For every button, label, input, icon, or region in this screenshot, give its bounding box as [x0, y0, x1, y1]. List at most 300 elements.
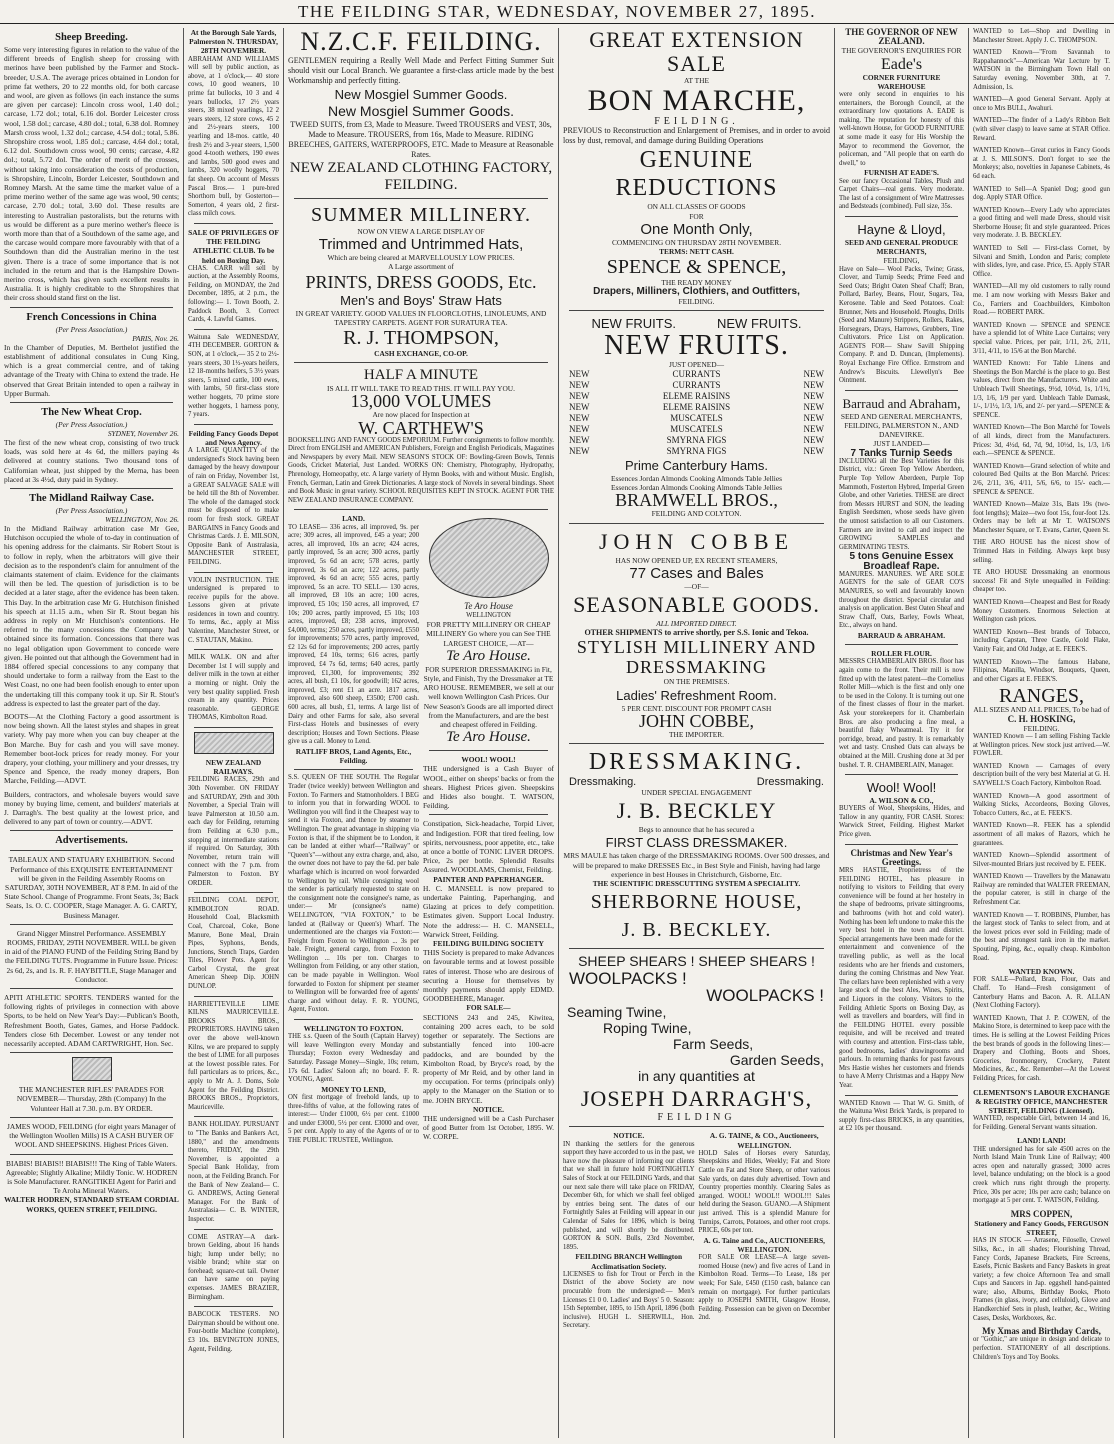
ready-money: THE READY MONEY	[661, 278, 732, 288]
john-cobbe-2: JOHN COBBE,	[638, 710, 754, 731]
column-4	[559, 28, 834, 1438]
divider	[569, 948, 824, 949]
land-land-heading: LAND! LAND!	[1017, 1136, 1066, 1146]
acclimatisation-heading: FEILDING BRANCH Wellington Acclimatisation Society.	[575, 1252, 683, 1271]
corner-furniture: CORNER FURNITURE WAREHOUSE	[862, 72, 941, 91]
divider	[845, 774, 958, 775]
advt-salvage-sale: A LARGE QUANTITY of the undersigned's Stock having been damaged by the heavy downpour of rain on Friday, November 1st, a GREAT SALVAGE SALE will be held till the 8th of November. The whole of the damaged stock must be disposed of to make room for fresh stock. GREAT BARGAINS in Fancy Goods and Christmas Cards. J. E. MILSON, Opposite Bank of Australasia, MANCHESTER STREET, FEILDING.	[188, 447, 280, 566]
divider	[845, 644, 958, 645]
wanted-22: WANTED Known—A good assortment of Walking Sticks, Accordeons, Boxing Gloves, Tobacco Cutters, &c., at E. FEEK'S.	[973, 792, 1110, 817]
nzcf-title: N.Z.C.F. FEILDING.	[300, 28, 542, 56]
te-aro-caption-2: WELLINGTON	[466, 611, 511, 619]
fruit-name: SMYRNA FIGS	[666, 446, 727, 457]
article-midland-railway: In the Midland Railway arbitration case Mr Gee, Hutchison occupied the whole of to-day in continuation of his opening address for the claimants. Sir Robert Stout is to follow in reply, when the arbitrators will give their decision as to the respondent's claim for annulment of the claimants statement of claim. Evidence for the claimants will then be led. The question of jurisdiction is to be decided at a later stage, after the evidence has been taken. This Day. In the arbitration case Mr G. Hutchison finished his speech at 11.15 a.m., when Sir R. Stout began his address in reply on Mr Hutchison's contentions. He referred to the many concessions the Company had obtained since its formation. Concessions that there was no legal obligation upon Government to concede were given. He pointed out that although the Government had in 1884 offered special concessions to any company that should undertake to form a railway from the East to the West Coast, no one had been foolish enough to enter upon the undertaking till this company took it up. Sir R. Stout's address is expected to last the greater part of the day.	[4, 523, 179, 708]
advt-apiti-sports: APITI ATHLETIC SPORTS. TENDERS wanted for the following rights of privileges in connection with above Sports, to be held on New Year's Day:—Publican's Booth, Refreshment Booth, Gates, Games, and Horse Paddock. Tenders close 6th December. Lowest or any tender not necessarily accepted. ADAM CARTWRIGHT, Hon. Sec.	[4, 993, 179, 1049]
commencing: COMMENCING ON THURSDAY 28TH NOVEMBER.	[611, 237, 782, 247]
advt-tableaux: TABLEAUX AND STATUARY EXHIBITION. Second Performance of this EXQUISITE ENTERTAINMENT will be given in the Feilding Assembly Rooms on SATURDAY, 30TH NOVEMBER, AT 8 P.M. In aid of the State School. Change of Programme. Front Seats, 3s; Back Seats, 1s. O. C. COOPER, Stage Manager. A. G. CARTY, Business Manager.	[4, 855, 179, 920]
wool-text: THE undersigned is a Cash Buyer of WOOL, either on sheeps' backs or from the shears. Highest Prices given. Sheepskins and Hides also bought. T. WATSON, Feilding.	[423, 764, 554, 811]
taine-text: HOLD Sales of Horses every Saturday, Sheepskins and Hides, Weekly; Fat and Store Cattle on Fat and Store Sheep, or other various Sale yards, on dates duly advertised. Town and Country properties monthly. Clearing Sales as arranged. WOOL! WOOL!! WOOL!!! Sales held during the Season. GUANO.—A Shipment just arrived. This is a splendid Manure for Turnips, Carrots, Potatoes, and other root crops. PRICE, 60s per ton.	[698, 1149, 830, 1235]
joseph-darragh: JOSEPH DARRAGH'S,	[580, 1086, 813, 1112]
wanted-6: WANTED to Sell—A Spaniel Dog; good gun dog. Apply STAR Office.	[973, 185, 1110, 202]
heading-wheat-crop: The New Wheat Crop.	[41, 406, 142, 418]
divider	[845, 390, 958, 391]
column-3	[284, 28, 558, 1438]
wanted-known-heading: WANTED KNOWN.	[1008, 967, 1075, 977]
fruit-row	[563, 369, 830, 380]
divider	[569, 523, 824, 524]
fruit-name: ELEME RAISINS	[662, 391, 731, 402]
fruit-row	[563, 402, 830, 413]
nzcf-text: GENTLEMEN requiring a Really Well Made and Perfect Fitting Summer Suit should visit our Local Branch. We guarantee a first-class article made by the best Workmanship and perfectly fitting.	[288, 56, 554, 85]
taine-heading: A. G. TAINE, & CO., Auctioneers, WELLINGTON.	[709, 1131, 819, 1150]
hosking: C. H. HOSKING,	[1007, 713, 1076, 724]
great-extension-sale: GREAT EXTENSION SALE	[589, 28, 804, 76]
bramwell-bros: BRAMWELL BROS.,	[615, 490, 778, 511]
woolpacks-2: WOOLPACKS !	[706, 986, 824, 1006]
fruit-row	[563, 391, 830, 402]
land-land-text: THE undersigned has for sale 4500 acres on the North Island Main Trunk Line of Railway; 400 acres open and naturally grassed; 3000 acres level, balance undulating; on the block is a good creek which runs right through the property. Price, 30s per acre; 10s per acre cash; balance on mortgage at 5 per cent. T. WATSON, Feilding.	[973, 1145, 1110, 1205]
barraud-abraham: Barraud and Abraham,	[842, 395, 961, 411]
feilding-hotel-text: MRS HASTIE, Proprietress of the FEILDING HOTEL, has pleasure in notifying to visitors to Feilding that every convenience will be found at her hostelry in the shape of bedrooms, private sittingrooms, and bathrooms (with hot and cold water). Nothing has been left undone to make this the very best hotel in the town and district. Special arrangements have been made for the entertainment and convenience of the travelling public, as well as the local residents who are her friends and customers, during the coming Christmas and New Year. The cellars have been replenished with a very large stock of the best Ales, Wines, Spirits, and Liquors in the colony. Visitors to the Feilding Athletic Sports on Boxing Day, as well as travellers and boarders, will find in the FEILDING HOTEL every possible requisite, and will be received and treated with courtesy and attention. First-class table, good bedrooms, ladies' drawingrooms and parlours. In returning thanks for past favours Mrs Hastie wishes her customers and friends to have A Merry Christmas and a Happy New Year.	[839, 867, 964, 1089]
wanted-2: WANTED Known—"From Savannah to Rappahannock"—American War Lecture by T. WATSON in the Birmingham Town Hall on Saturday evening, November 30th, at 7. Admission, 1s.	[973, 49, 1110, 91]
fruit-row	[563, 380, 830, 391]
wanted-18: WANTED Known—Best brands of Tobacco, including Capstan, Three Castle, Gold Flake, Vanity Fair, and Old Judge, at E. FEEK'S.	[973, 628, 1110, 653]
canterbury-hams: Prime Canterbury Hams.	[624, 458, 769, 474]
dressmaking-right: Dressmaking.	[756, 776, 824, 789]
advt-builders: Builders, contractors, and wholesale buyers would save money by buying lime, cement, and builders' materials at J. Darragh's. The best quality at the lowest price, and delivered to any part of town or country.—ADVT.	[4, 789, 179, 827]
garden-seeds: Garden Seeds,	[729, 1052, 824, 1069]
ladies-refreshment: Ladies' Refreshment Room.	[616, 687, 777, 703]
xmas-greetings: Christmas and New Year's Greetings.	[850, 847, 953, 867]
land-heading: LAND.	[342, 514, 365, 524]
clementson-text: WANTED, respectable Girl, between 14 and 16, for Feilding. General Servant wants situation.	[973, 1115, 1110, 1131]
one-month-only: One Month Only,	[640, 220, 753, 238]
fruit-new-label: NEW	[569, 413, 590, 424]
straw-text: IN GREAT VARIETY. GOOD VALUES IN FLOORCLOTHS, LINOLEUMS, AND TAPESTRY CARPETS. AGENT FOR SURATURA TEA.	[295, 308, 547, 327]
mrs-coppen: MRS COPPEN,	[1010, 1208, 1073, 1219]
governor-heading: THE GOVERNOR OF NEW ZEALAND.	[845, 28, 958, 47]
fruit-name: MUSCATELS	[670, 424, 723, 435]
jb-beckley: J. B. BECKLEY	[616, 798, 777, 824]
fruit-new-label: NEW	[569, 424, 590, 435]
wanted-15: THE ARO HOUSE has the nicest show of Trimmed Hats in Feilding. Always kept busy selling.	[973, 539, 1110, 564]
te-aro-house-2: Te Aro House.	[446, 729, 531, 746]
farm-seeds: Farm Seeds,	[673, 1036, 754, 1053]
fruit-new-label: NEW	[569, 446, 590, 457]
article-wheat-crop: The first of the new wheat crop, consisting of two truck loads, was sold here at 4s 6d, the millers paying 4s delivered at country stations. Two thousand tons of Californian wheat, just shipped by the Merna, has been placed at 3s 4½d, duty paid in Sydney.	[4, 437, 179, 484]
building-society-text: THIS Society is prepared to make Advances on favourable terms and at lowest possible rates of interest. Those who are desirous of securing a House for themselves by monthly payments should apply EDMD. GOODBEHERE, Manager.	[423, 948, 554, 1004]
begs: Begs to announce that he has secured a	[638, 825, 755, 835]
land-text: TO LEASE— 336 acres, all improved, 9s. per acre; 309 acres, all improved, £45 a year; 200 acres, all improved, 10s an acre; 424 acres, partly improved, 5s an acre; 300 acres, partly improved, 5s 6d an acre; 578 acres, partly improved, 3s 6d an acre; 122 acres, partly improved, 4s 6d an acre; 555 acres, partly improved, 5s an acre. TO SELL— 130 acres, all improved, £8 10s an acre; 100 acres, improved, £5 10s; 150 acres, all improved, £7 10s; 200 acres, partly improved, £5 10s; 103 acres, improved, £8; 238 acres, improved, £4,000, terms; 250 acres, partly improved, £550 for improvements; 570 acres, partly improved, £2 12s 6d for improvements; 200 acres, partly improved, £4 10s, terms; 616 acres, partly improved, £4 7s 6d, terms; 640 acres, partly improved, £1,300, for improvements; 392 acres, all bush, £1 10s, for goodwill; 162 acres, improved, £3; rent £1 an acre. 1817 acres, improved, also 600 sheep, £3500; £700 cash. 600 acres, all bush, £1, terms. A large list of Dairy and other Farms for sale, also several First-class Hotels and businesses of every description; Houses and Town Sections. Please give us a call. Money to Lend.	[288, 523, 419, 746]
cobbe-sub: HAS NOW OPENED UP, EX RECENT STEAMERS,	[615, 555, 778, 565]
dressmaking-text: FOR SUPERIOR DRESSMAKING in Fit, Style, and Finish, Try the Dressmaker at TE ARO HOUSE. REMEMBER, we sell at our well known Wellington Cash Prices. Our New Season's Goods are all imported direct from the Manufacturers, and are the best and cheapest offered in Feilding.	[423, 664, 554, 729]
half-text: IS ALL IT WILL TAKE TO READ THIS. IT WILL PAY YOU.	[327, 384, 515, 394]
for-sale-heading: FOR SALE—	[466, 1003, 511, 1013]
advt-violin: VIOLIN INSTRUCTION. THE undersigned is prepared to receive pupils for the above. Lessons given at private residences in town and country. To terms, &c., apply at Miss Valentine, Manchester Street, or C. STAUTAN, Makino.	[188, 576, 279, 644]
thompson-name: R. J. THOMPSON,	[343, 327, 499, 350]
special-engagement: UNDER SPECIAL ENGAGEMENT	[641, 788, 752, 798]
wanted-8: WANTED to Sell — First-class Cornet, by Silvani and Smith, London and Paris; complete with slides, lyre, and case. Price, £5. Apply STAR Office.	[973, 245, 1110, 278]
fruit-list	[563, 369, 830, 457]
wanted-21: WANTED Known — Carnages of every description built of the very best Material at G. H. SAYWELL'S Coach Factory, Kimbolton Road.	[973, 762, 1110, 787]
fruit-new-label: NEW	[803, 391, 824, 402]
trimmed-text: Which are being cleared at MARVELLOUSLY LOW PRICES.	[327, 253, 515, 263]
wilson-name: A. WILSON & CO.,	[869, 796, 934, 806]
bon-marche: BON MARCHE,	[587, 84, 806, 118]
advt-hodren: WALTER HODREN, STANDARD STEAM CORDIAL WORKS, QUEEN STREET, FEILDING.	[4, 1195, 179, 1214]
divider	[10, 402, 173, 403]
fruit-new-label: NEW	[803, 435, 824, 446]
heading-nz-railways: NEW ZEALAND RAILWAYS.	[205, 758, 262, 777]
column-2	[184, 28, 283, 1438]
roller-flour-text: MESSRS CHAMBERLAIN BROS. floor has again come to the front. Their mill is now fitted up with the latest patent—the Cornelius Roller Mill—which is the first and only one to be used in the Colony. It is turning out one of the finest classes of flour in the market. Ask your storekeepers for it. Chamberlain Bros. are also producing a fine meal, a beautiful flaky Wheatmeal. Try it for porridge, bread, and pastry. It is remarkably wet and tasty. Crushed Oats can always be obtained at the Mill. Crushing done at 3d per bushel. T. R. CHAMBERLAIN, Manager.	[839, 658, 964, 769]
dateline: PARIS, Nov. 26.	[132, 333, 179, 343]
wanted-5: WANTED Known—Great curios in Fancy Goods at J. S. MILSON'S. Don't forget to see the Monkeys; also, novelties in Japanese Cabinets, 4s 6d each.	[973, 147, 1110, 180]
divider	[294, 198, 548, 199]
ss-queen-text: S.S. QUEEN OF THE SOUTH. The Regular Trader (twice weekly) between Wellington and Foxton. To Farmers and Statnonholders. I BEG to inform you that in forwarding WOOL to Wellington you will find it the Cheapest way to send it via Foxton, and thence by steamer to Wellington. The great advantage in shipping via Foxton is that, if the shipment be to London, it can be landed at either wharf—"Railway" or "Queen's"—without any extra charge, and, also, the owner does not have to pay the 6d. per bale wharfage which is incurred on wool forwarded to Wellington by rail. While consigning wool the sender is particularly requested to state on the consignment note the consignee's name, as under:— Mr (consignee's name) WELLINGTON, "VIA FOXTON," to be landed at (Railway or Queen's) Wharf. The undermentioned are the charges via Foxton:— Freight from Foxton to Wellington ... 3s per bale. Freight, general cargo, from Foxton to Wellington ... 10s per ton. Charges to Wellington from Feilding, or any other station, can be made payable in Wellington. Wool forwarded to Foxton for shipment per steamer to Wellington will be forwarded free of agents' charge and without delay. F. R. YOUNG, Agent, Foxton.	[288, 774, 419, 1014]
eades: Eade's	[880, 55, 923, 73]
fruit-name: MUSCATELS	[670, 413, 723, 424]
ranges-sub: ALL SIZES AND ALL PRICES, To be had of	[973, 705, 1110, 715]
dressmaking-heading: DRESSMAKING.	[588, 749, 805, 776]
carthew-name: W. CARTHEW'S	[358, 417, 484, 438]
divider	[194, 996, 273, 997]
wanted-7: WANTED Known—Every Lady who appreciates a good fitting and well made Dress, should visit Sherborne House; fit and style guaranteed. Prices very moderate. J. B. BECKLEY.	[973, 206, 1110, 240]
taine-heading-2: A. G. Taine and Co., AUCTIONEERS, WELLINGTON.	[703, 1235, 826, 1255]
divider	[569, 743, 824, 744]
divider	[194, 1116, 273, 1117]
barraud-abraham-2: BARRAUD & ABRAHAM.	[857, 630, 946, 640]
summer-text: NOW ON VIEW A LARGE DISPLAY OF	[357, 227, 485, 236]
ranges: RANGES,	[998, 685, 1084, 708]
ratliff-bros: RATLIFF BROS, Land Agents, Etc., Feilding.	[295, 747, 412, 766]
all-imported: ALL IMPORTED DIRECT.	[656, 619, 737, 629]
wanted-24: WANTED Known—Splendid assortment of Silver-mounted Briars just received by E. FEEK.	[973, 852, 1110, 868]
divider	[10, 307, 173, 308]
roping-twine: Roping Twine,	[603, 1020, 692, 1037]
sheep-shears: SHEEP SHEARS ! SHEEP SHEARS !	[578, 953, 815, 970]
advt-minstrel: Grand Nigger Minstrel Performance. ASSEMBLY ROOMS, FRIDAY, 29TH NOVEMBER. WILL be given in aid of the PIANO FUND of the Feilding String Band by the FEILDING TUTS. Programme in Future Issue. Prices: 2s 6d, 2s, and 1s. R. F. HAYBITTLE, Stage Manager and Conductor.	[4, 928, 179, 984]
wanted-1: WANTED to Let—Shop and Dwelling in Manchester Street. Apply J. C. THOMPSON.	[973, 28, 1110, 44]
cases-bales: 77 Cases and Bales	[629, 564, 764, 582]
just-opened: JUST OPENED—	[668, 359, 725, 369]
masthead	[0, 0, 1114, 24]
advt-rifles: THE MANCHESTER RIFLES' PARADES FOR NOVEMBER— Thursday, 28th (Company) In the Volunteer Hall at 7.30. p.m. BY ORDER.	[16, 1085, 167, 1113]
summer-millinery: SUMMER MILLINERY.	[311, 204, 531, 226]
seaming-twine: Seaming Twine,	[567, 1004, 667, 1021]
wanted-20: WANTED Known — I am selling Fishing Tackle at Wellington prices. New stock just arrived.—W. FOWLER.	[973, 732, 1110, 758]
byline: (Per Press Association.)	[55, 419, 128, 429]
fruit-name: SMYRNA FIGS	[666, 435, 727, 446]
locomotive-image	[194, 732, 274, 754]
divider	[10, 850, 173, 851]
feilding-label: FEILDING.	[654, 116, 739, 128]
straw-hats: Men's and Boys' Straw Hats	[340, 292, 502, 308]
brick-yards-text: WANTED Known — That W. G. Smith, of the Waituna West Brick Yards, is prepared to supply first-class BRICKS, in any quantities, at £2 10s per thousand.	[839, 1099, 964, 1133]
for-sale-allan: FOR SALE—Pollard, Bran, Flour, Oats and Chaff. To Hand—Fresh consignment of Canterbury Hams and Bacon. A. R. ALLAN (Next Clothing Factory).	[973, 976, 1110, 1010]
new-fruits-left: NEW FRUITS.	[591, 315, 676, 331]
half-minute: HALF A MINUTE	[363, 367, 479, 384]
building-society-heading: FEILDING BUILDING SOCIETY	[433, 939, 544, 949]
fruit-new-label: NEW	[569, 391, 590, 402]
divider	[845, 216, 958, 217]
divider	[569, 310, 824, 311]
advt-chas-carr: CHAS. CARR will sell by auction, at the Assembly Rooms, Feilding, on MONDAY, the 2nd December, 1895, at 2 p.m., the following:— 1. Town Booth, 2. Paddock Booth, 3. Correct Cards, 4. Lawful Games.	[188, 264, 279, 324]
genuine-reductions: GENUINE REDUCTIONS	[615, 147, 778, 202]
john-cobbe: JOHN COBBE	[598, 528, 795, 554]
trimmed-hats: Trimmed and Untrimmed Hats,	[318, 236, 524, 254]
furnish-at-eades: FURNISH AT EADE'S.	[864, 168, 939, 178]
advt-bank-holiday: BANK HOLIDAY. PURSUANT to "The Banks and Bankers Act, 1880," and the amendments thereto, FRIDAY, the 29th November, is appointed a Special Bank Holiday, from noon, at the Feilding Branch. For the Bank of New Zealand— C. G. ANDREWS, Acting General Manager. For the Bank of Australasia— C. B. WINTER, Inspector.	[188, 1121, 279, 1223]
jb-beckley-2: J. B. BECKLEY.	[621, 919, 772, 942]
divider	[10, 924, 173, 925]
spence-spence: SPENCE & SPENCE,	[606, 256, 787, 279]
heading-advertisements: Advertisements.	[55, 835, 128, 847]
divider	[10, 988, 173, 989]
other-shipments: OTHER SHIPMENTS to arrive shortly, per S.S. Ionic and Tekoa.	[584, 628, 809, 638]
for-label: FOR	[689, 211, 704, 221]
volumes-text: Are now placed for Inspection at	[372, 410, 470, 420]
wanted-12: WANTED Known—The Bon Marché for Towels of all kinds, direct from the Manufacturers. Prices: 3d, 4½d, 6d, 7d, 9d, 10½d, 1s, 1/3, 1/6 each.—SPENCE & SPENCE.	[973, 424, 1110, 458]
scientific: THE SCIENTIFIC DRESSCUTTING SYSTEM A SPECIALITY.	[592, 879, 801, 889]
divider	[294, 769, 413, 770]
sherborne-house: SHERBORNE HOUSE,	[590, 891, 803, 914]
divider	[845, 844, 958, 845]
on-premises: ON THE PREMISES.	[663, 677, 730, 687]
heading-midland-railway: The Midland Railway Case.	[29, 492, 154, 504]
volumes: 13,000 VOLUMES	[350, 391, 492, 412]
advt-abraham-williams: ABRAHAM AND WILLIAMS will sell by public auction, as above, at 1 o'clock,— 40 store cows, 10 good weaners, 10 prime fat bullocks, 10 3 and 4 years bullocks, 17 2½ years steers, 38 mixed yearlings, 12 2 years steers, 12 store cows, 45 2 and 2½-years steers, 100 yearling and 18-mos. cattle, 40 fresh 2½ and 3-year steers, 1,500 good 4-tooth wethers, 190 ewes and lambs, 500 good ewes and lambs, 320 woolly hoggets, 70 fat sheep. On account of Messrs Pascal Bros.— 1 pure-bred Shorthorn bull, by Gosterton—Somerton, 4 years old, 2 first-class milch cows.	[188, 55, 279, 218]
divider	[194, 892, 273, 893]
divider	[194, 1229, 273, 1230]
wool-heading: WOOL! WOOL!	[461, 755, 516, 765]
divider	[194, 424, 273, 425]
divider	[429, 750, 548, 751]
pretty-millinery: FOR PRETTY MILLINERY OR CHEAP MILLINERY Go where you can See THE LARGEST CHOICE, —AT—	[426, 620, 551, 648]
fruit-name: ELEME RAISINS	[662, 402, 731, 413]
coppen-sub: Stationery and Fancy Goods, FERGUSON STREET,	[974, 1218, 1109, 1238]
money-heading: MONEY TO LEND,	[321, 1084, 386, 1094]
advt-come-astray: COME ASTRAY—A dark-brown Gelding, about 16 hands high; lump under belly; no visible brand; white star on forehead; square-cut tail. Owner can have same on paying expenses. JAMES BRAZIER, Birmingham.	[188, 1233, 279, 1301]
wanted-13: WANTED Known—Grand selection of white and coloured Bed Quilts at the Bon Marché. Prices: 2/6, 2/11, 3/6, 4/11, 5/6, 6/6, to 15/- each.—SPENCE & SPENCE.	[973, 462, 1110, 496]
wanted-25: WANTED Known — Travellers by the Manawatu Railway are reminded that WALTER FREEMAN, the popular caterer, is still in charge of the Refreshment Car.	[973, 873, 1110, 907]
dressmaking-left: Dressmaking.	[569, 776, 637, 789]
fruit-new-label: NEW	[803, 380, 824, 391]
article-sheep-breeding: Some very interesting figures in relation to the value of the different breeds of English sheep for crossing with merinos have been published by the Farmer and Stock-breeder, U.S.A. The average prices obtained in London for prime fat wethers, 20 to 22 months old, for both carcase and wool, are given as follows (in each instance the sums are given per carcase): Lincoln cross wool, 1.40 dol.; carcase, 1.72 dol.; total, 6.16 dol. Border Leicester cross wool, 1.58 dol.; carcase, 4.80 dol.; total, 6.38 dol. Romney Marsh cross wool, 1.32 dol.; carcase, 4.54 dol.; total, 5.86. Shropshire cross wool, 1.85 dol.; carcase, 4.64 dol.; total, 6.12 dol. Southdown cross wool, 90 cents; carcase, 4.82 dol.; total, 5.72 dol. The order of merit of the crosses, without taking into consideration the costs of production, is Shropshire, Lincoln, Border Leicester, Southdown and Romney Marsh. At the same time the market value of a prime merino wether of the same age was wool, 90 cents; carcase, 2.70 dol.; total, 3.60 dol. These results are interesting to Australian pastoralists, but the returns with us would be different as a pure merino wether's fleece is worth more than that of a Southdown of the same age, and the carcase would compare more favourably with that of a Southdown than did the Australian merino in the test given. There is a trace of some importance that is not included in the return and that is the Hampshire Down-merino cross, which has given such excellent results in Australia. It is highly creditable to the Shropshires that their cross should stand first on the list.	[4, 45, 179, 303]
roller-flour-heading: ROLLER FLOUR.	[871, 649, 932, 659]
mosgiel-heading-2: New Mosgiel Summer Goods.	[328, 103, 514, 119]
of-label: —OF—	[684, 581, 709, 591]
divider	[10, 1117, 173, 1118]
wanted-4: WANTED—The finder of a Lady's Ribbon Belt (with silver clasp) to leave same at STAR Office. Reward.	[973, 117, 1110, 142]
divider	[194, 223, 273, 224]
essex-rape: 5 tons Genuine Essex Broadleaf Rape.	[849, 551, 954, 572]
taine-text-2: FOR SALE OR LEASE—A large seven-roomed House (new) and five acres of Land in Kimbolton Road. Terms—To Lease, 18s per week; For Sale, £450 (£150 cash, balance can remain on mortgage). For further particulars apply to JOSEPH SMITH, Glasgow House, Feilding. Possession can be given on December 2nd.	[698, 1254, 830, 1322]
advt-milk-walk: MILK WALK. ON and after December 1st I will supply and deliver milk in the town at either a morning or night. Only the very best quality supplied. Fresh cream in any quantity. Prices reasonable. GEORGE THOMAS, Kimbolton Road.	[188, 654, 279, 722]
divider	[194, 727, 273, 728]
advt-lime-kilns: HARRIETTEVILLE LIME KILNS MAURICEVILLE. BROOKS BROS., PROPRIETORS. HAVING taken over the above well-known Kilns, we are prepared to supply the best of LIME for all purposes at the lowest possible rates. For full particulars as to prices, &c., apply to Mr A. J. Doms, Sole Agent for the Feilding District. BROOKS BROS., Proprietors, Mauriceville.	[188, 1000, 279, 1111]
advt-james-wood: JAMES WOOD, FEILDING (for eight years Manager of the Wellington Woollen Mills) IS A CASH BUYER OF WOOL AND SHEEPSKINS. Highest Prices Given.	[7, 1121, 176, 1150]
fruit-row	[563, 413, 830, 424]
first-class-dressmaker: FIRST CLASS DRESSMAKER.	[605, 835, 788, 851]
fruit-new-label: NEW	[803, 402, 824, 413]
divider	[194, 1306, 273, 1307]
advt-sale-yards: At the Borough Sale Yards, Palmerston N. THURSDAY, 28TH NOVEMBER.	[189, 28, 278, 56]
xmas-cards-text: or "Gothic," are unique in design and delicate to perfection. STATIONERY of all descriptions. Children's Toys and Toy Books.	[973, 1336, 1110, 1361]
hayne-lloyd: Hayne & Lloyd,	[857, 221, 946, 237]
nzcf-sign: NEW ZEALAND CLOTHING FACTORY, FEILDING.	[289, 160, 553, 193]
fruit-row	[563, 424, 830, 435]
divider	[294, 1019, 413, 1020]
advt-babcock: BABCOCK TESTERS. NO Dairyman should be without one. Four-bottle Machine (complete), £3 10s. BEVINGTON JONES, Agent, Feilding.	[188, 1311, 279, 1353]
feilding-label: FEILDING,	[883, 256, 920, 266]
wool-wool: Wool! Wool!	[866, 780, 937, 796]
mosgiel-heading: New Mosgiel Summer Goods.	[334, 87, 508, 102]
wanted-27: WANTED Known, That J. P. COWEN, of the Makino Store, is determined to keep pace with the times. He is selling at the Lowest Feilding Prices the best brands of goods in the following lines:—Drapery and Clothing, Boots and Shoes, Groceries, Ironmongery, Crockery, Patent Medicines, &c., &c. Remember—At the Lowest Feilding Prices, for cash.	[973, 1014, 1110, 1082]
prints-intro: A Large assortment of	[388, 262, 454, 272]
eade-text: were only second in enquiries to his entertainers, the Borough Council, at the extraordinary low quotations A. EADE is making. The reputation for honesty of this well-known House, for GOOD FURNITURE at some made it easy for His Worship the Mayor to recommend the Governor, the policeman, and "All people that on earth do dwell," to	[839, 91, 964, 167]
for-sale-text: SECTIONS 243 and 245, Kiwitea, containing 200 acres each, to be sold together or separately. The Sections are substantially fenced into 100-acre paddocks, and are bounded by the Kimbolton Road, by Bryce's road, by the property of Mr Reid, and by other land in my occupation. For terms (principals only) apply to the Manager on the Station or to me. JOHN BRYCE.	[423, 1012, 554, 1105]
te-aro-house-1: Te Aro House.	[446, 647, 531, 664]
fruit-new-label: NEW	[569, 402, 590, 413]
mrs-maule: MRS MAULE has taken charge of the DRESSMAKING ROOMS. Over 500 dresses, and will be prepared to make DRESSES Etc., in Best Style and Finish, having had large experience in best Houses in Christchurch, Gisborne, Etc.	[563, 851, 830, 879]
clementson-heading: CLEMENTSON'S LABOUR EXCHANGE & REGISTRY OFFICE, MANCHESTER STREET, FEILDING (Licensed).	[973, 1087, 1110, 1115]
masthead-title: THE FEILDING STAR, WEDNESDAY, NOVEMBER 27, 1895.	[297, 1, 816, 21]
divider	[10, 488, 173, 489]
advt-waituna-sale: Waituna Sale WEDNESDAY, 4TH DECEMBER. GORTON & SON, at 1 o'clock,— 35 2 to 2½-years steers, 30 1½-years heifers, 12 18-months heifers, 5 3½ years steers, 5 mixed cattle, 100 ewes, with lambs, 50 first-class store wether hoggets, 70 prime store wether hoggets, 1 harness pony, 7 years.	[188, 333, 279, 419]
divider	[10, 1052, 173, 1053]
wtf-heading: WELLINGTON TO FOXTON.	[303, 1024, 404, 1034]
wilson-text: BUYERS of Wool, Sheepskins, Hides, and Tallow in any quantity, FOR CASH. Stores: Warwick Street, Feilding. Highest Market Price given.	[839, 805, 964, 839]
wanted-17: WANTED Known—Cheapest and Best for Ready Money Customers. Enormous Selection at Wellington cash prices.	[973, 599, 1110, 624]
divider	[194, 649, 273, 650]
acclimatisation-text: LICENSES to fish for Trout or Perch in the District of the above Society are now procurable from the undersigned:— Men's Licenses £1 0 0. Ladies' and Boys' 5 0. Season: 15th September, 1895, to 15th April, 1896 (both inclusive). HUGH L. SHERWILL, Hon. Secretary.	[563, 1270, 695, 1330]
divider	[10, 830, 173, 831]
discount: 5 PER CENT. DISCOUNT FOR PROMPT CASH	[621, 703, 772, 713]
fruit-new-label: NEW	[569, 380, 590, 391]
stylish-millinery: STYLISH MILLINERY AND DRESSMAKING	[576, 637, 817, 678]
fruit-row	[563, 435, 830, 446]
manures-text: MANURES. MANURES. WE ARE SOLE AGENTS for the sale of GEAR CO'S MANURES, so well and favourably known throughout the district. Special circular and analysis on application. Best Oaten Sheaf and Straw Chaff, Oats, Barley, Fowls Wheat, Etc., always on hand.	[839, 570, 964, 630]
all-classes: ON ALL CLASSES OF GOODS	[647, 202, 746, 212]
wanted-16: TE ARO HOUSE Dressmaking an enormous success! Fit and Style unequalled in Feilding: cheaper too.	[973, 569, 1110, 594]
governor-sub: THE GOVERNOR'S ENQUIRIES FOR	[841, 46, 962, 56]
money-text: ON first mortgage of freehold lands, up to three-fifths of value, at the following rates of interest:— Under £1000, 6½ per cent. £1000 and under £3000, 5½ per cent. £3000 and over, 5 per cent. Apply to any of the Agents of or to THE PUBLIC TRUSTEE, Wellington.	[288, 1094, 419, 1144]
byline: (Per Press Association.)	[55, 505, 128, 515]
column-6	[969, 28, 1114, 1438]
divider	[429, 814, 548, 815]
importer: THE IMPORTER.	[669, 729, 724, 739]
advt-boots: BOOTS—At the Clothing Factory a good assortment is now being shown. All the latest styles and shapes in great variety. Why pay more when you can buy cheaper at the Bon Marche. Buy for cash and you will save money. Remember boot-lock prices for ready money. For your drapery, your clothing, your millinery and your dresses, try Spence and Spence, the ready money drapers, Bon Marche, Feilding.—ADVT.	[4, 711, 179, 786]
essences-1: Essences Jordan Almonds Cooking Almonds Table Jellies	[611, 474, 782, 484]
turnip-seeds: 7 Tanks Turnip Seeds	[850, 447, 953, 459]
just-landed: JUST LANDED—	[873, 439, 930, 449]
eade-text-2: See our fancy Occasional Tables, Plush and Carpet Chairs—real gems. Very moderate. The last of a consignment of Wire Mattresses and Bedsteads (combined). Full size, 35s.	[839, 177, 964, 211]
woolpacks-1: WOOLPACKS !	[569, 969, 687, 989]
wanted-11: WANTED Known: For Table Linens and Sheetings the Bon Marché is the place to go. Best values, direct from the Manufacturers. White and Unbleach Twill Sheetings, 9½d, 10½d, 1s, 1/1½, 1/3, 1/6, 1/9 per yard. Unbleach Table Damask, 1/-, 1/1½, 1/3, 1/6, and 2/- per yard.—SPENCE & SPENCE.	[973, 360, 1110, 419]
coppen-text: HAS IN STOCK — Arrasene, Filoselle, Crewel Silks, &c., in all shades; Flourishing Thread, Fancy Cords, Japanese Brackets, Fire Screens, Easels, Picnic Baskets and Fancy Baskets in great variety; a few choice Afternoon Tea and small Cups and Saucers in Jap. eggshell hand-painted ware; also, Albums, Birthday Books, Photo Frames (in glass, ivory, and celluloid), Glove and Handkerchief Sets in plush, leather, &c., Writing Cases, Desks, Workboxes, &c.	[973, 1237, 1110, 1322]
notice-corpe-heading: NOTICE.	[472, 1104, 504, 1114]
tonic-text: Constipation, Sick-headache, Torpid Liver, and Indigestion. FOR that tired feeling, low spirits, nervousness, poor appetite, etc., take at once a bottle of TONIC LIVER DROPS. Price, 2s per bottle. Splendid Results Assured. WOODLAMS, Chemist, Feilding.	[423, 819, 554, 875]
divider	[294, 362, 548, 363]
fruit-name: CURRANTS	[672, 369, 721, 380]
te-aro-house-image	[429, 518, 549, 598]
fruit-new-label: NEW	[803, 446, 824, 457]
fruit-new-label: NEW	[569, 435, 590, 446]
byline: (Per Press Association.)	[55, 324, 128, 334]
fruit-name: CURRANTS	[672, 380, 721, 391]
divider	[194, 572, 273, 573]
painter-text: H. C. MANSELL is now prepared to undertake Painting, Paperhanging, and Glazing at prices to defy competition. Estimates given. Support Local Industry. Note the address:— H. C. MANSELL, Warwick Street, Feilding.	[423, 883, 554, 939]
heading-sheep-breeding: Sheep Breeding.	[55, 32, 128, 43]
seasonable-goods: SEASONABLE GOODS.	[573, 592, 820, 618]
dateline: WELLINGTON, Nov. 26.	[105, 514, 179, 524]
hayne-text: Have on Sale— Wool Packs, Twine; Grass, Clover, and Turnip Seeds; Prime Feed and Seed Oats; Bright Oaten Sheaf Chaff; Bran, Pollard, Barley, Beans, Flour, Sugars, Tea, Kerosene. Table and Seed Potatoes. Coal: Brunner, Nets and Household. Ploughs, Drills (Seed and Manure) Strippers, Rollers, Rakes, Horsegears, Drays, Harrows, Grubbers, Tine Cultivators. Price List on Application. AGENTS FOR— Shaw Savill Shipping Company. P. and D. Duncan, (Implements). Royal Exchange Fire Office. Ermstrom and Andrew's Biscuits. Llewellyn's Bee Ointment.	[839, 265, 964, 385]
thompson-sub: CASH EXCHANGE, CO-OP.	[374, 349, 468, 359]
mosgiel-text: TWEED SUITS, from £3, Made to Measure. Tweed TROUSERS and VEST, 30s, Made to Measure. TROUSERS, from 16s, Made to Measure. RIDING BREECHES, GAITERS, WATERPROOFS, ETC. Made to Measure at Reasonable Rates.	[288, 120, 554, 159]
in-any-quantities: in any quantities at	[638, 1068, 755, 1085]
heading-fancy-goods: Feilding Fancy Goods Depot and News Agency.	[188, 428, 279, 447]
new-fruits-right: NEW FRUITS.	[717, 315, 802, 331]
divider	[10, 1154, 173, 1155]
wanted-10: WANTED Known — SPENCE and SPENCE have a splendid lot of White Lace Curtains; very special value. Prices, per pair, 1/11, 2/6, 2/11, 3/11, 4/11, to 15/6 at the Bon Marché.	[973, 321, 1110, 355]
fruit-new-label: NEW	[803, 413, 824, 424]
advt-privileges: SALE OF PRIVILEGES OF THE FEILDING ATHLETIC CLUB. To be held on Boxing Day.	[188, 227, 279, 265]
barraud-sub: SEED AND GENERAL MERCHANTS, FEILDING, PALMERSTON N., AND DANEVIRKE.	[840, 411, 963, 440]
article-french-concessions: In the Chamber of Deputies, M. Berthelot justified the establishment of additional consulates in Cung King, which is a great commercial centre, and of taking advantage of the Treaty with China to extend the trade. He observed that Great Britain intended to open a railway in Upper Burmah.	[4, 342, 179, 398]
prints-heading: PRINTS, DRESS GOODS, Etc.	[305, 271, 537, 292]
column-5	[835, 28, 968, 1438]
advt-coal-depot: FEILDING COAL DEPOT, KIMBOLTON ROAD. Household Coal, Blacksmith Coal, Charcoal, Coke, Bone Manure, Bone Meal, Drain Pipes, Syphons, Bends, Junctions, Stench Traps, Garden Tiles, Flower Pots. Agent for Carbol Crystal, the great American Sheep Dip. JOHN DUNLOP.	[188, 897, 279, 991]
advt-feilding-races: FEILDING RACES, 29th and 30th November. ON FRIDAY and SATURDAY, 29th and 30th November, a Special Train will leave Palmerston at 10.50 a.m. each day for Feilding, returning from Feilding at 6.30 p.m., stopping at intermediate stations if required. On Saturday, 30th November, return train will connect with the 7 p.m. from Palmerston to Foxton. BY ORDER.	[188, 776, 279, 887]
wanted-3: WANTED—A good General Servant. Apply at once to Mrs BULL, Awahuri.	[973, 96, 1110, 112]
divider	[294, 509, 548, 510]
carthew-text: BOOKSELLING AND FANCY GOODS EMPORIUM. Further consignments to follow monthly. Direct from ENGLISH and AMERICAN Publishers, Foreign and English Periodicals, Magazines and Newspapers by every Mail. NEW SEASON'S STOCK OF: Bowling-Green Bowls, Tennis Goods, Cricket Material, Just Landed. WORKS ON: Chemistry, Photography, Hydropathy, Phrenology, Homeopathy, etc. A large variety of Hymn Books, with and without Music. English, French, German, Latin and Greek Dictionaries. A large stock of Novels in several bindings. Sheet and Book Music in great variety. SCHOOL REQUISITES KEPT IN STOCK. AGENT FOR THE NEW ZEALAND INSURANCE COMPANY.	[288, 436, 554, 504]
te-aro-caption: Te Aro House	[464, 601, 513, 612]
notice-corpe-text: THE undersigned will be a Cash Purchaser of good Butter from 1st October, 1895. W. W. CORPE.	[423, 1113, 554, 1142]
hosking-sub: FEILDING.	[1023, 723, 1060, 733]
xmas-cards: My Xmas and Birthday Cards,	[982, 1326, 1101, 1337]
dateline: SYDNEY, November 26.	[107, 428, 179, 438]
painter-heading: PAINTER AND PAPERHANGER.	[433, 874, 544, 884]
essences-2: Essences Jordan Almonds Cooking Almonds Table Jellies	[611, 483, 782, 493]
notice-gorton-text: IN thanking the settlers for the generous support they have accorded to us in the past, we have now the pleasure of informing our clients that we shall in future hold FORTNIGHTLY Sales of Stock at our FEILDING Yards, and that our next sale there will take place on FRIDAY, December 6th, for which we shall feel obliged by entries being sent. The dates of our Fortnightly Sales at Feilding will appear in our Calendar of Sales for 1896, which is being published, and will shortly be distributed. GORTON & SON. Bulls, 23rd November, 1895.	[563, 1140, 695, 1251]
seed-merchants: SEED AND GENERAL PRODUCE MERCHANTS,	[844, 237, 959, 257]
fruit-new-label: NEW	[569, 369, 590, 380]
new-fruits-big: NEW FRUITS.	[604, 329, 789, 361]
notice-gorton-heading: NOTICE.	[613, 1131, 645, 1141]
advt-biabis: BIABIS! BIABIS!! BIABIS!!! The King of Table Waters. Agreeable; Slightly Alkaline; Mildly Tonic. W. HODREN is Sole Manufacturer. RANGITIKEI Agent for Pariri and Te Aroha Mineral Waters.	[5, 1158, 178, 1196]
bramwell-sub: FEILDING AND COLYTON.	[651, 509, 742, 519]
drapers: Drapers, Milliners, Clothiers, and Outfitters,	[593, 286, 800, 298]
at-the: AT THE	[684, 76, 709, 85]
wanted-9: WANTED—All my old customers to rally round me. I am now working with Messrs Baker and Co., Farriers and Coachbuilders, Kimbolton Road.— ROBERT PARK.	[973, 283, 1110, 317]
wanted-19: WANTED Known—The famous Habane, Filipinas, Manilla, Windsor, Bouquets, Queen, and other Cigars at E. FEEK'S.	[973, 658, 1110, 683]
divider	[194, 329, 273, 330]
fruit-new-label: NEW	[803, 369, 824, 380]
crest-image	[72, 1057, 112, 1081]
turnip-text: INCLUDING all the Best Varieties for this District, viz.: Green Top Yellow Aberdeen, Purple Top Yellow Aberdeen, Purple Top Mammoth, Fosterton Hybred, Imperial Green Globe, and other Varieties. THESE are direct from Messrs HURST and SON, the leading English Seedsmen, whose seeds have given the utmost satisfaction to all our Customers. Farmers are invited to call and inspect the GROWING SAMPLES and GERMINATING TESTS.	[839, 457, 964, 551]
fruit-new-label: NEW	[803, 424, 824, 435]
wanted-26: WANTED Known — T. ROBBINS, Plumber, has the largest stock of Tanks to select from, and at the lowest prices ever sold in Feilding; made of the best and strongest tank iron in the market. Spouting, Piping, &c., equally cheap. Kimbolton Road.	[973, 911, 1110, 962]
previous-text: PREVIOUS to Reconstruction and Enlargement of Premises, and in order to avoid loss by dust, removal, and damage during Building Operations	[563, 126, 830, 146]
divider	[569, 1126, 824, 1127]
wtf-text: THE s.s. Queen of the South (Captain Harvey) will leave Wellington every Monday and Thursday; Foxton every Wednesday and Saturday. Passage Money—Single, 10s; return, 17s 6d. Ladies' Saloon aft; no board. F. R. YOUNG, Agent.	[288, 1033, 419, 1084]
feilding-label-3: FEILDING	[657, 1112, 736, 1124]
feilding-label-2: FEILDING.	[678, 296, 715, 306]
divider	[845, 1095, 958, 1096]
wanted-23: WANTED Known—R. FEEK has a splendid assortment of all makes of Razors, which he guarantees.	[973, 822, 1110, 847]
